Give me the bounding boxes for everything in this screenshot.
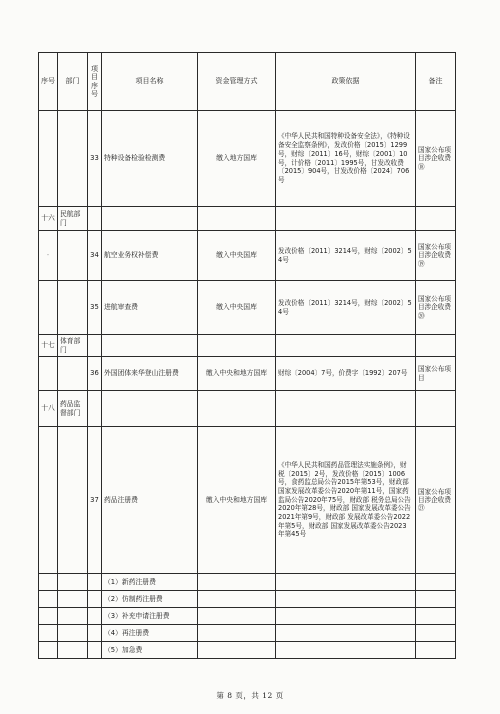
side-mark — [39, 231, 58, 281]
item-name: 特种设备检验检测费 — [102, 111, 198, 207]
empty-cell — [276, 335, 416, 357]
empty-cell — [39, 642, 58, 659]
empty-cell — [416, 642, 456, 659]
empty-cell — [58, 642, 88, 659]
empty-cell — [88, 335, 102, 357]
remark: 国家公布项目涉企收费⑳ — [416, 281, 456, 335]
policy-basis: 发改价格〔2011〕3214号，财综〔2002〕54号 — [276, 231, 416, 281]
header-seq: 序号 — [39, 53, 58, 111]
empty-cell — [416, 391, 456, 427]
item-number: 33 — [88, 111, 102, 207]
remark: 国家公布项目涉企收费⑱ — [416, 111, 456, 207]
sub-item-name: （1）新药注册费 — [102, 574, 198, 591]
cell-dept — [58, 281, 88, 335]
empty-cell — [276, 608, 416, 625]
group-dept: 药品监督部门 — [58, 391, 88, 427]
empty-cell — [88, 207, 102, 231]
item-number: 35 — [88, 281, 102, 335]
policy-basis: 发改价格〔2011〕3214号，财综〔2002〕54号 — [276, 281, 416, 335]
header-item-name: 项目名称 — [102, 53, 198, 111]
empty-cell — [198, 574, 276, 591]
table-header-row — [39, 53, 456, 111]
group-dept: 民航部门 — [58, 207, 88, 231]
empty-cell — [88, 574, 102, 591]
cell-dept — [58, 231, 88, 281]
empty-cell — [416, 591, 456, 608]
empty-cell — [198, 207, 276, 231]
sub-item-name: （5）加急费 — [102, 642, 198, 659]
empty-cell — [58, 574, 88, 591]
item-number: 37 — [88, 427, 102, 574]
group-seq: 十八 — [39, 391, 58, 427]
empty-cell — [276, 207, 416, 231]
cell-seq — [39, 111, 58, 207]
empty-cell — [88, 608, 102, 625]
sub-item-row — [39, 591, 456, 608]
fund-mgmt: 缴入地方国库 — [198, 111, 276, 207]
empty-cell — [416, 625, 456, 642]
item-number: 36 — [88, 357, 102, 391]
fund-mgmt: 缴入中央国库 — [198, 231, 276, 281]
sub-item-name: （4）再注册费 — [102, 625, 198, 642]
empty-cell — [198, 625, 276, 642]
empty-cell — [198, 335, 276, 357]
fund-mgmt: 缴入中央和地方国库 — [198, 357, 276, 391]
item-name: 航空业务权补偿费 — [102, 231, 198, 281]
remark: 国家公布项目涉企收费⑲ — [416, 231, 456, 281]
empty-cell — [58, 625, 88, 642]
table-row-35 — [39, 281, 456, 335]
empty-cell — [102, 335, 198, 357]
empty-cell — [39, 608, 58, 625]
empty-cell — [58, 608, 88, 625]
empty-cell — [416, 608, 456, 625]
sub-item-name: （2）仿制药注册费 — [102, 591, 198, 608]
empty-cell — [88, 591, 102, 608]
empty-cell — [198, 608, 276, 625]
group-row-16 — [39, 207, 456, 231]
sub-item-row — [39, 574, 456, 591]
header-fund-mgmt: 资金管理方式 — [198, 53, 276, 111]
table-row-33 — [39, 111, 456, 207]
empty-cell — [39, 574, 58, 591]
empty-cell — [39, 591, 58, 608]
item-name: 进航审查费 — [102, 281, 198, 335]
cell-dept — [58, 111, 88, 207]
empty-cell — [102, 391, 198, 427]
empty-cell — [416, 207, 456, 231]
empty-cell — [39, 625, 58, 642]
minus-mark: - — [46, 251, 50, 260]
table-row-36 — [39, 357, 456, 391]
empty-cell — [58, 591, 88, 608]
empty-cell — [276, 574, 416, 591]
empty-cell — [276, 391, 416, 427]
policy-basis: 《中华人民共和国特种设备安全法》，《特种设备安全监察条例》，发改价格〔2015〕1299号，财综〔2011〕16号，财综〔2001〕10号，计价格〔2011〕1995号，甘发改收费〔2015〕904号，甘发改价格〔2024〕706号 — [276, 111, 416, 207]
cell-dept — [58, 357, 88, 391]
empty-cell — [102, 207, 198, 231]
empty-cell — [276, 642, 416, 659]
item-name: 药品注册费 — [102, 427, 198, 574]
sub-item-name: （3）补充申请注册费 — [102, 608, 198, 625]
cell-dept — [58, 427, 88, 574]
empty-cell — [416, 335, 456, 357]
page-footer: 第 8 页，共 12 页 — [216, 691, 284, 700]
group-dept: 体育部门 — [58, 335, 88, 357]
cell-seq — [39, 427, 58, 574]
fee-table — [38, 52, 456, 659]
group-seq: 十六 — [39, 207, 58, 231]
cell-seq — [39, 281, 58, 335]
policy-basis: 财综〔2004〕7号，价费字〔1992〕207号 — [276, 357, 416, 391]
item-name: 外国团体来华登山注册费 — [102, 357, 198, 391]
cell-seq — [39, 357, 58, 391]
group-seq: 十七 — [39, 335, 58, 357]
fund-mgmt: 缴入中央国库 — [198, 281, 276, 335]
item-number: 34 — [88, 231, 102, 281]
remark: 国家公布项目 — [416, 357, 456, 391]
sub-item-row — [39, 625, 456, 642]
remark: 国家公布项目涉企收费㉑ — [416, 427, 456, 574]
header-policy: 政策依据 — [276, 53, 416, 111]
empty-cell — [88, 625, 102, 642]
group-row-18 — [39, 391, 456, 427]
header-dept: 部门 — [58, 53, 88, 111]
header-note: 备注 — [416, 53, 456, 111]
fund-mgmt: 缴入中央和地方国库 — [198, 427, 276, 574]
group-row-17 — [39, 335, 456, 357]
empty-cell — [276, 591, 416, 608]
empty-cell — [416, 574, 456, 591]
table-row-37 — [39, 427, 456, 574]
empty-cell — [88, 391, 102, 427]
empty-cell — [198, 391, 276, 427]
empty-cell — [198, 642, 276, 659]
table-row-34 — [39, 231, 456, 281]
sub-item-row — [39, 642, 456, 659]
empty-cell — [276, 625, 416, 642]
policy-basis: 《中华人民共和国药品管理法实施条例》，财税〔2015〕2号，发改价格〔2015〕1006号，食药监总局公告2015年第53号，财政部 国家发展改革委公告2020年第11号，国家药监局公告2020年75号，财政部 税务总局公告2020年第28号，财政部 国家发展改革委公告2021年第9号，财政部 发展改革委公告2022年第5号，财政部 国家发展改革委公告2023年第45号 — [276, 427, 416, 574]
header-item-seq: 项目序号 — [88, 53, 102, 111]
sub-item-row — [39, 608, 456, 625]
empty-cell — [88, 642, 102, 659]
empty-cell — [198, 591, 276, 608]
